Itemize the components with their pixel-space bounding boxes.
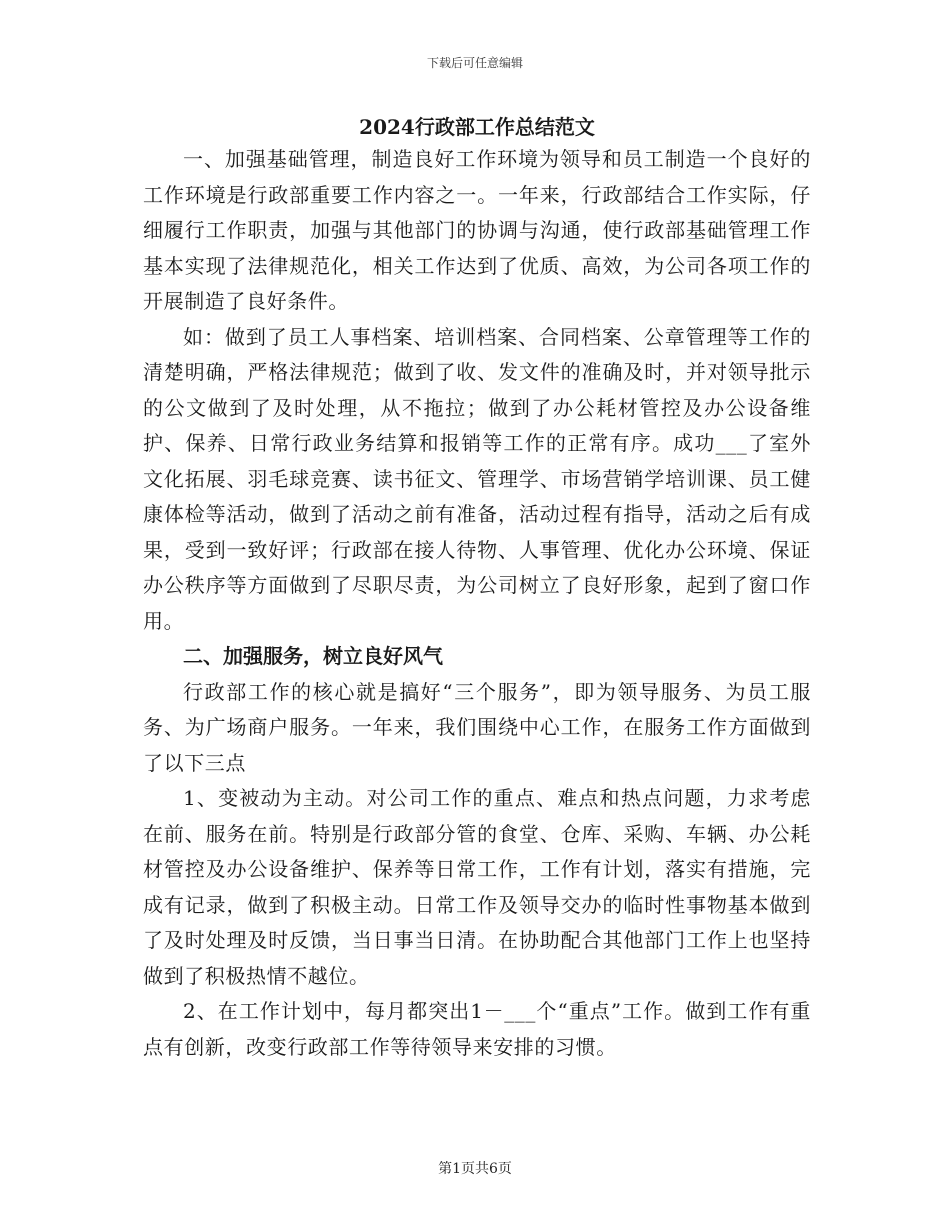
page-footer: 第1页共6页 (438, 1161, 512, 1177)
paragraph-point-2: 2、在工作计划中，每月都突出1－___个“重点”工作。做到工作有重点有创新，改变行政部工作等待领导来安排的习惯。 (143, 999, 811, 1059)
paragraph-examples: 如：做到了员工人事档案、培训档案、合同档案、公章管理等工作的清楚明确，严格法律规范；做到了收、发文件的准确及时，并对领导批示的公文做到了及时处理，从不拖拉；做到了办公耗材管控及办公设备维护、保养、日常行政业务结算和报销等工作的正常有序。成功___了室外文化拓展、羽毛球竞赛、读书征文、管理学、市场营销学培训课、员工健康体检等活动，做到了活动之前有准备，活动过程有指导，活动之后有成果，受到一致好评；行政部在接人待物、人事管理、优化办公环境、保证办公秩序等方面做到了尽职尽责，为公司树立了良好形象，起到了窗口作用。 (143, 324, 811, 633)
section-heading-service: 二、加强服务，树立良好风气 (183, 644, 443, 668)
paragraph-basic-management: 一、加强基础管理，制造良好工作环境为领导和员工制造一个良好的工作环境是行政部重要工作内容之一。一年来，行政部结合工作实际，仔细履行工作职责，加强与其他部门的协调与沟通，使行政部基础管理工作基本实现了法律规范化，相关工作达到了优质、高效，为公司各项工作的开展制造了良好条件。 (143, 147, 811, 313)
paragraph-three-services: 行政部工作的核心就是搞好“三个服务”，即为领导服务、为员工服务、为广场商户服务。一年来，我们围绕中心工作，在服务工作方面做到了以下三点 (143, 679, 811, 775)
paragraph-point-1: 1、变被动为主动。对公司工作的重点、难点和热点问题，力求考虑在前、服务在前。特别是行政部分管的食堂、仓库、采购、车辆、办公耗材管控及办公设备维护、保养等日常工作，工作有计划，落实有措施，完成有记录，做到了积极主动。日常工作及领导交办的临时性事物基本做到了及时处理及时反馈，当日事当日清。在协助配合其他部门工作上也坚持做到了积极热情不越位。 (143, 786, 811, 988)
document-body (143, 112, 811, 1065)
page-header: 下载后可任意编辑 (426, 56, 523, 70)
document-title: 2024行政部工作总结范文 (359, 115, 595, 139)
